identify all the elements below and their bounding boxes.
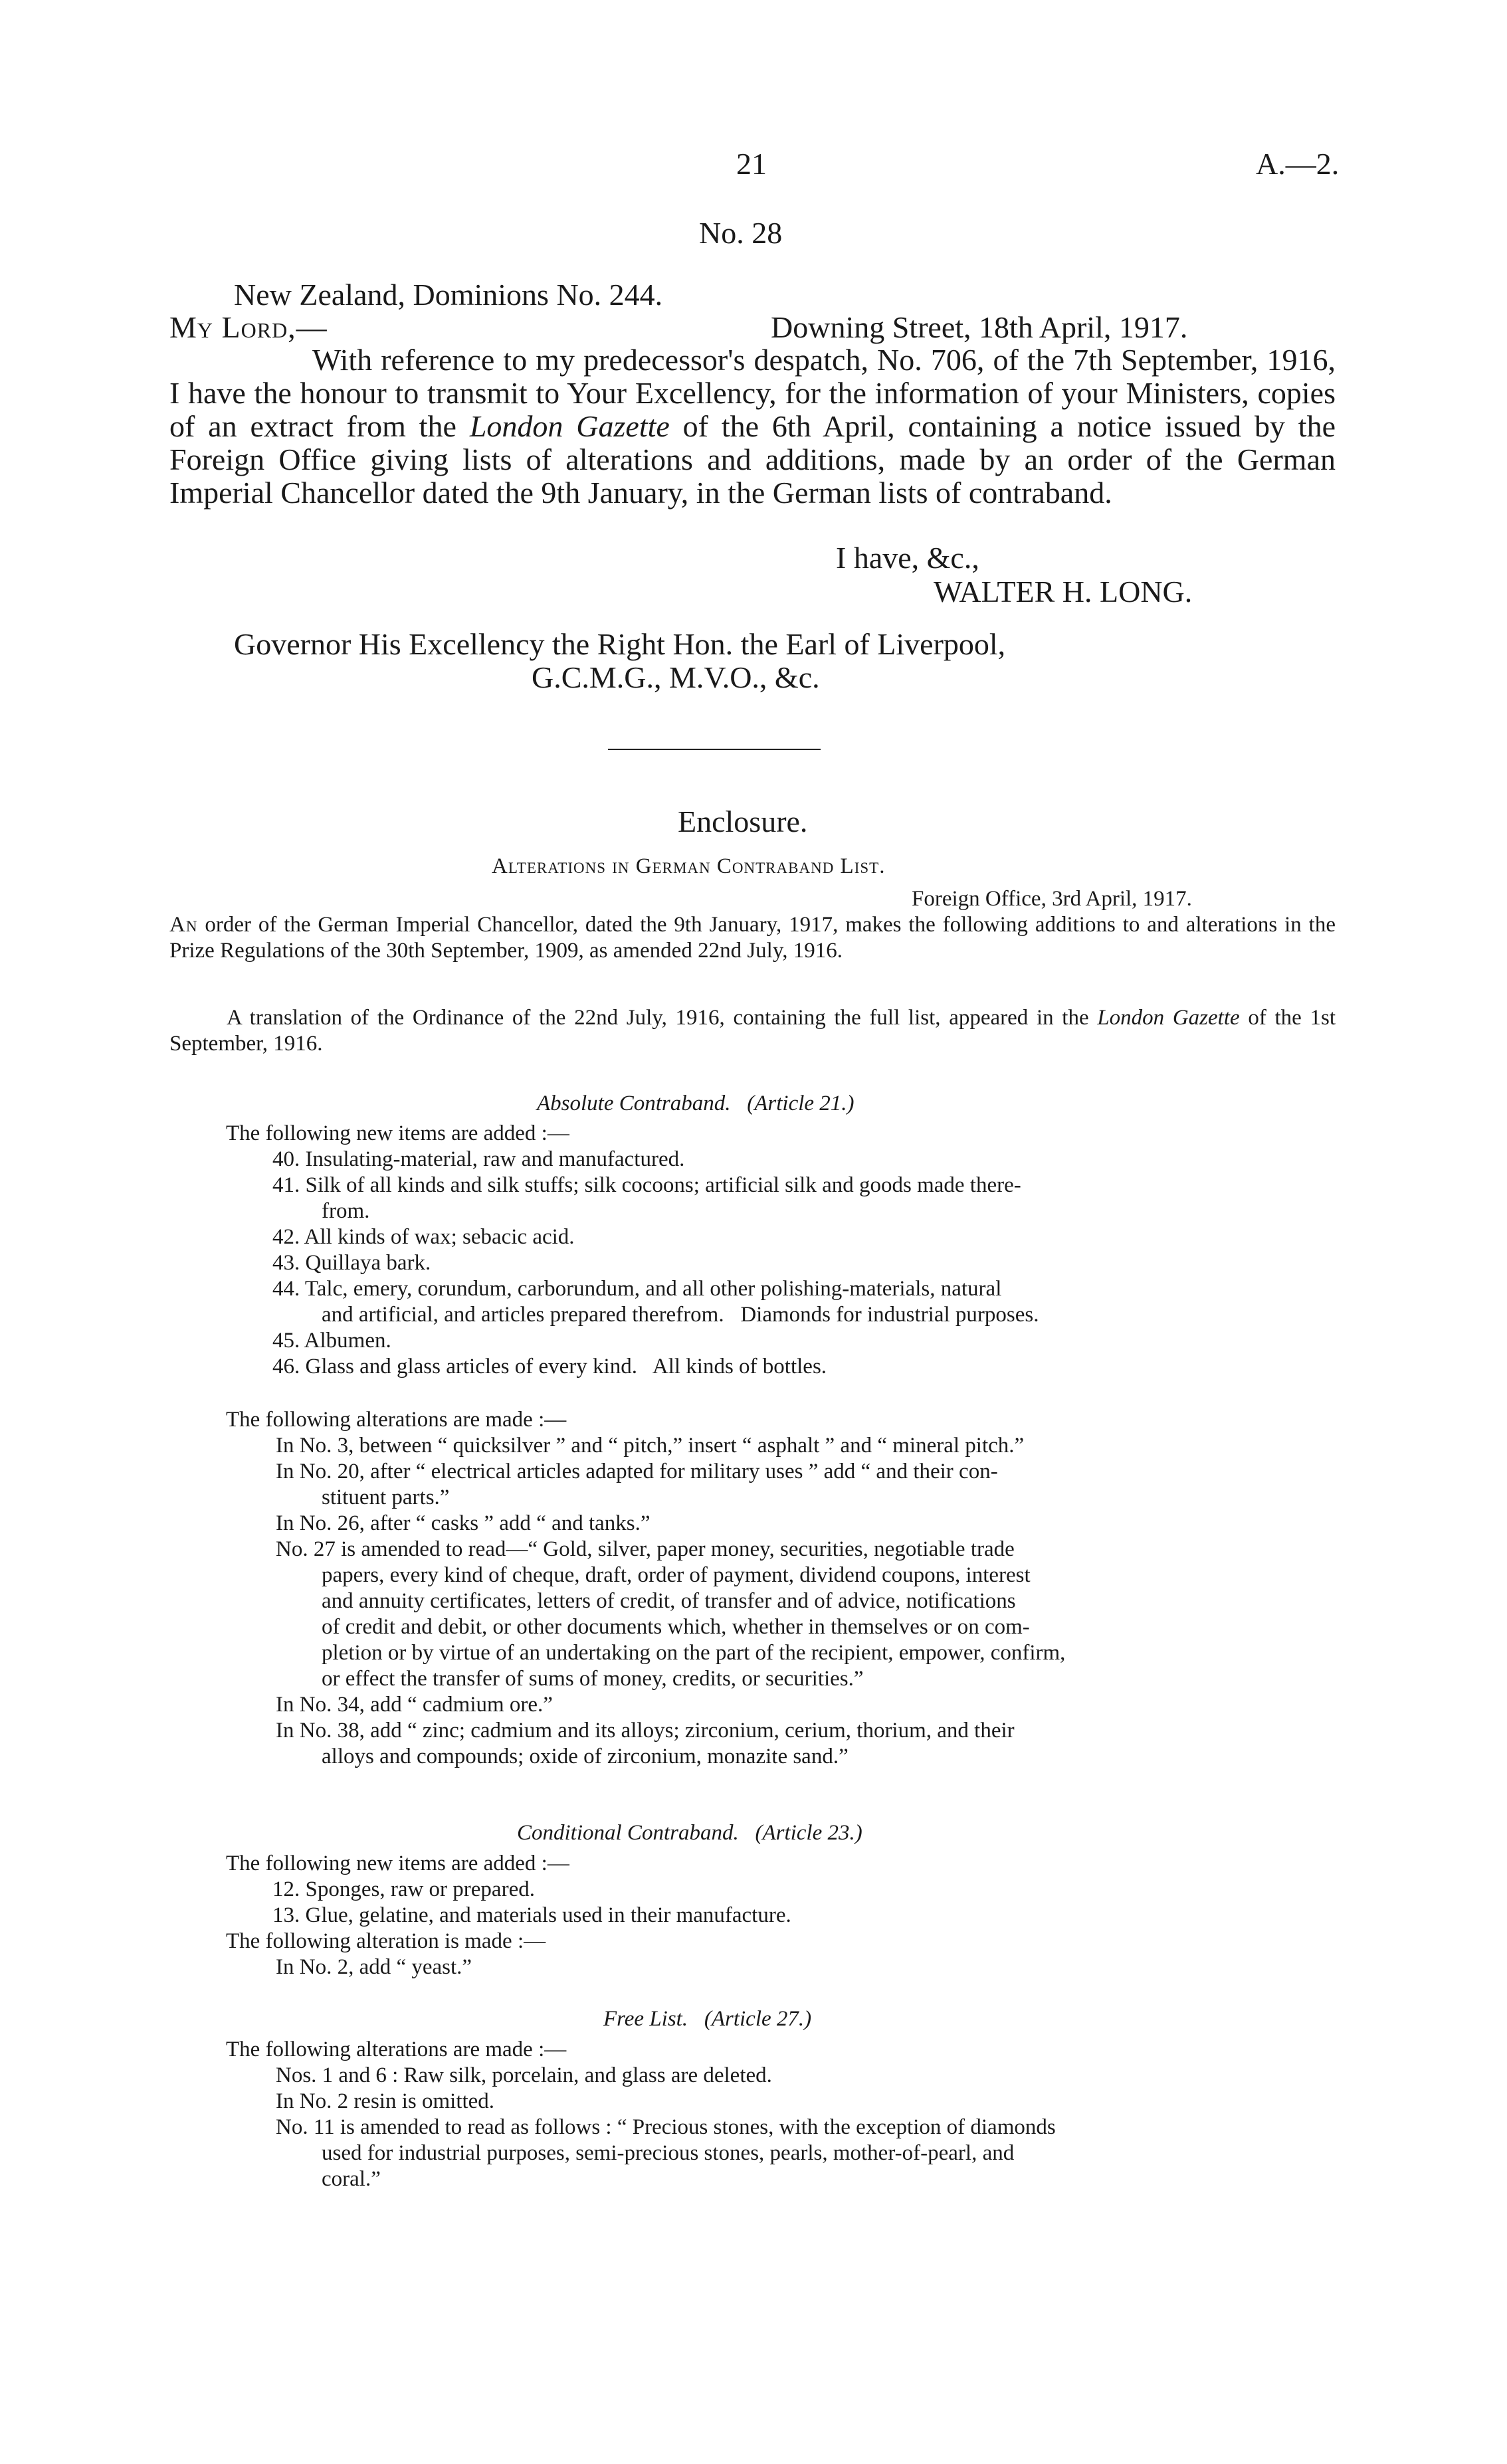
list-item-continuation: and artificial, and articles prepared therefrom. Diamonds for industrial purposes.: [322, 1303, 1039, 1327]
translation-paragraph-part-2: of the 1st September, 1916.: [169, 1006, 1336, 1056]
list-item: 41. Silk of all kinds and silk stuffs; silk cocoons; artificial silk and goods made there-: [272, 1173, 1021, 1197]
document-reference: A.—2.: [1256, 147, 1340, 181]
order-paragraph-lead: An: [169, 913, 198, 937]
free-list-line: No. 11 is amended to read as follows : “ Precious stones, with the exception of diamonds: [276, 2115, 1056, 2139]
alteration-continuation: or effect the transfer of sums of money, credits, or securities.”: [322, 1667, 864, 1691]
closing: I have, &c.,: [836, 541, 979, 575]
alteration-continuation: alloys and compounds; oxide of zirconium, monazite sand.”: [322, 1745, 849, 1768]
date-line: Downing Street, 18th April, 1917.: [771, 310, 1188, 344]
office-date: Foreign Office, 3rd April, 1917.: [912, 887, 1192, 911]
alteration-continuation: of credit and debit, or other documents which, whether in themselves or on com-: [322, 1615, 1030, 1639]
list-item: 40. Insulating-material, raw and manufactured.: [272, 1147, 685, 1171]
free-list-heading: Free List. (Article 27.): [603, 2007, 812, 2031]
alteration-continuation: stituent parts.”: [322, 1485, 450, 1509]
free-list-line: Nos. 1 and 6 : Raw silk, porcelain, and glass are deleted.: [276, 2063, 772, 2087]
list-item: 46. Glass and glass articles of every kind. All kinds of bottles.: [272, 1355, 827, 1378]
london-gazette-title: London Gazette: [469, 409, 670, 443]
list-item: 42. All kinds of wax; sebacic acid.: [272, 1225, 575, 1249]
addressee-line-2: G.C.M.G., M.V.O., &c.: [532, 660, 820, 694]
free-list-line: In No. 2 resin is omitted.: [276, 2089, 495, 2113]
addressee-line-1: Governor His Excellency the Right Hon. the Earl of Liverpool,: [234, 627, 1006, 661]
alteration-line: No. 27 is amended to read—“ Gold, silver, paper money, securities, negotiable trade: [276, 1537, 1015, 1561]
letter-body-part-1: With reference to my predecessor's despatch, No. 706, of the 7th September, 1916, I have the honour to transmit to Your Excellency, for the information of your Ministers, copies of an extract from the: [169, 343, 1336, 443]
absolute-contraband-heading: Absolute Contraband. (Article 21.): [537, 1091, 854, 1115]
list-item: 44. Talc, emery, corundum, carborundum, and all other polishing-materials, natural: [272, 1277, 1002, 1301]
conditional-contraband-heading: Conditional Contraband. (Article 23.): [517, 1821, 862, 1845]
page-number: 21: [736, 147, 767, 181]
alteration-continuation: pletion or by virtue of an undertaking on the part of the recipient, empower, confirm,: [322, 1641, 1066, 1665]
alteration-continuation: and annuity certificates, letters of credit, of transfer and of advice, notifications: [322, 1589, 1016, 1613]
alteration-continuation: papers, every kind of cheque, draft, order of payment, dividend coupons, interest: [322, 1563, 1031, 1587]
list-item: 12. Sponges, raw or prepared.: [272, 1877, 535, 1901]
dominion-line: New Zealand, Dominions No. 244.: [234, 278, 663, 312]
translation-gazette-title: London Gazette: [1097, 1006, 1240, 1030]
alteration-line: In No. 26, after “ casks ” add “ and tanks.”: [276, 1511, 651, 1535]
conditional-intro: The following new items are added :—: [226, 1851, 569, 1875]
list-item: 13. Glue, gelatine, and materials used in their manufacture.: [272, 1903, 791, 1927]
alteration-line: In No. 38, add “ zinc; cadmium and its alloys; zirconium, cerium, thorium, and their: [276, 1719, 1015, 1743]
letter-body: [169, 343, 1336, 510]
translation-paragraph: [169, 1005, 1336, 1057]
order-paragraph: [169, 912, 1336, 964]
salutation: My Lord,—: [169, 310, 328, 344]
translation-paragraph-part-1: A translation of the Ordinance of the 22nd July, 1916, containing the full list, appeared in the: [227, 1006, 1089, 1030]
enclosure-subheading: Alterations in German Contraband List.: [492, 854, 886, 878]
free-list-continuation: used for industrial purposes, semi-precious stones, pearls, mother-of-pearl, and: [322, 2141, 1015, 2165]
section-divider: [608, 749, 821, 750]
list-item: 43. Quillaya bark.: [272, 1251, 431, 1275]
letter-body-part-2: of the 6th April, containing a notice issued by the Foreign Office giving lists of alterations and additions, made by an order of the German Imperial Chancellor dated the 9th January, in the German lists of contraband.: [169, 409, 1336, 510]
free-list-continuation: coral.”: [322, 2167, 381, 2191]
enclosure-heading: Enclosure.: [678, 805, 808, 838]
signature: WALTER H. LONG.: [934, 575, 1193, 609]
alteration-line: In No. 3, between “ quicksilver ” and “ pitch,” insert “ asphalt ” and “ mineral pitch.”: [276, 1434, 1025, 1458]
list-item: 45. Albumen.: [272, 1329, 391, 1353]
alteration-line: In No. 34, add “ cadmium ore.”: [276, 1693, 553, 1717]
alteration-line: In No. 2, add “ yeast.”: [276, 1955, 472, 1979]
order-paragraph-text: order of the German Imperial Chancellor, dated the 9th January, 1917, makes the following additions to and alterations in the Prize Regulations of the 30th September, 1909, as amended 22nd July, 1916.: [169, 913, 1336, 963]
despatch-number: No. 28: [699, 216, 783, 250]
absolute-alterations-intro: The following alterations are made :—: [226, 1408, 567, 1432]
free-list-intro: The following alterations are made :—: [226, 2038, 567, 2061]
conditional-alterations-intro: The following alteration is made :—: [226, 1929, 546, 1953]
absolute-intro: The following new items are added :—: [226, 1121, 569, 1145]
alteration-line: In No. 20, after “ electrical articles adapted for military uses ” add “ and their con-: [276, 1460, 998, 1483]
list-item-continuation: from.: [322, 1199, 370, 1223]
